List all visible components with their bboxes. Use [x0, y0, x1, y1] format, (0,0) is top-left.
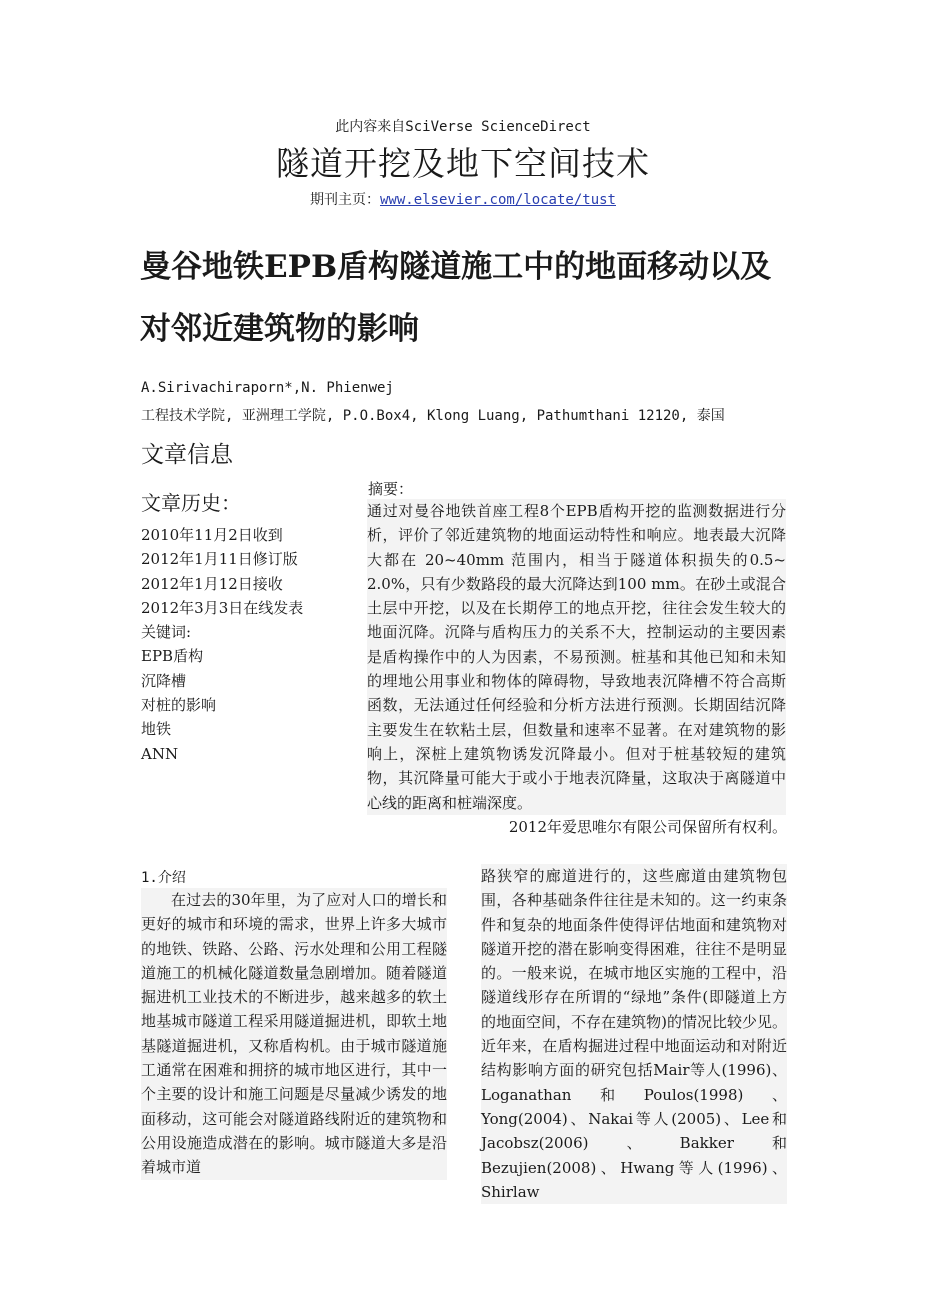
section-heading-introduction: 1.介绍 — [141, 870, 186, 886]
abstract-text: 通过对曼谷地铁首座工程8个EPB盾构开挖的监测数据进行分析，评价了邻近建筑物的地面运动特性和响应。地表最大沉降大都在 20~40mm 范围内，相当于隧道体积损失的0.5~ 2.0%，只有少数路段的最大沉降达到100 mm。在砂土或混合土层中开挖，以及在长期停工的地点开挖，往往会发生较大的地面沉降。沉降与盾构压力的关系不大，控制运动的主要因素是盾构操作中的人为因素，不易预测。桩基和其他已知和未知的埋地公用事业和物体的障碍物，导致地表沉降槽不符合高斯函数，无法通过任何经验和分析方法进行预测。长期固结沉降主要发生在软粘土层，但数量和速率不显著。在对建筑物的影响上，深桩上建筑物诱发沉降最小。但对于桩基较短的建筑物，其沉降量可能大于或小于地表沉降量，这取决于离隧道中心线的距离和桩端深度。 — [367, 499, 786, 815]
affiliation: 工程技术学院, 亚洲理工学院, P.O.Box4, Klong Luang, Pathumthani 12120, 泰国 — [141, 408, 725, 424]
history-received: 2010年11月2日收到 — [141, 526, 283, 544]
keyword: EPB盾构 — [141, 647, 204, 666]
journal-title: 隧道开挖及地下空间技术 — [276, 144, 650, 183]
keyword: ANN — [141, 744, 179, 763]
history-revised: 2012年1月11日修订版 — [141, 550, 298, 569]
source-line: 此内容来自SciVerse ScienceDirect — [335, 119, 591, 135]
keywords-label: 关键词: — [141, 623, 192, 642]
abstract-label: 摘要： — [368, 480, 414, 498]
article-info-heading: 文章信息 — [141, 442, 233, 468]
history-online: 2012年3月3日在线发表 — [141, 598, 304, 617]
body-column-right: 路狭窄的廊道进行的，这些廊道由建筑物包围，各种基础条件往往是未知的。这一约束条件和复杂的地面条件使得评估地面和建筑物对隧道开挖的潜在影响变得困难，往往不是明显的。一般来说，在城市地区实施的工程中，沿隧道线形存在所谓的“绿地”条件(即隧道上方的地面空间，不存在建筑物)的情况比较少见。近年来，在盾构掘进过程中地面运动和对附近结构影响方面的研究包括Mair等人(1996)、Loganathan和Poulos(1998)、Yong(2004)、Nakai等人(2005)、Lee和Jacobsz(2006)、Bakker和Bezujien(2008)、Hwang等人(1996)、Shirlaw — [481, 864, 787, 1204]
homepage-link[interactable]: www.elsevier.com/locate/tust — [379, 192, 616, 208]
article-history — [141, 523, 303, 766]
keyword: 沉降槽 — [141, 671, 187, 690]
author-list: A.Sirivachiraporn*,N. Phienwej — [141, 380, 394, 396]
body-column-left: 在过去的30年里，为了应对人口的增长和更好的城市和环境的需求，世界上许多大城市的地铁、铁路、公路、污水处理和公用工程隧道施工的机械化隧道数量急剧增加。随着隧道掘进机工业技术的不断进步，越来越多的软土地基城市隧道工程采用隧道掘进机，即软土地基隧道掘进机，又称盾构机。由于城市隧道施工通常在困难和拥挤的城市地区进行，其中一个主要的设计和施工问题是尽量减少诱发的地面移动，这可能会对隧道路线附近的建筑物和公用设施造成潜在的影响。城市隧道大多是沿着城市道 — [141, 888, 447, 1180]
keyword: 地铁 — [141, 720, 172, 739]
history-accepted: 2012年1月12日接收 — [141, 574, 283, 593]
copyright-notice: 2012年爱思唯尔有限公司保留所有权利。 — [508, 818, 787, 836]
homepage-label: 期刊主页： — [309, 192, 380, 208]
article-title: 曼谷地铁EPB盾构隧道施工中的地面移动以及对邻近建筑物的影响 — [140, 249, 772, 347]
history-heading: 文章历史： — [141, 491, 241, 515]
journal-homepage — [0, 189, 926, 209]
keyword: 对桩的影响 — [141, 696, 217, 715]
